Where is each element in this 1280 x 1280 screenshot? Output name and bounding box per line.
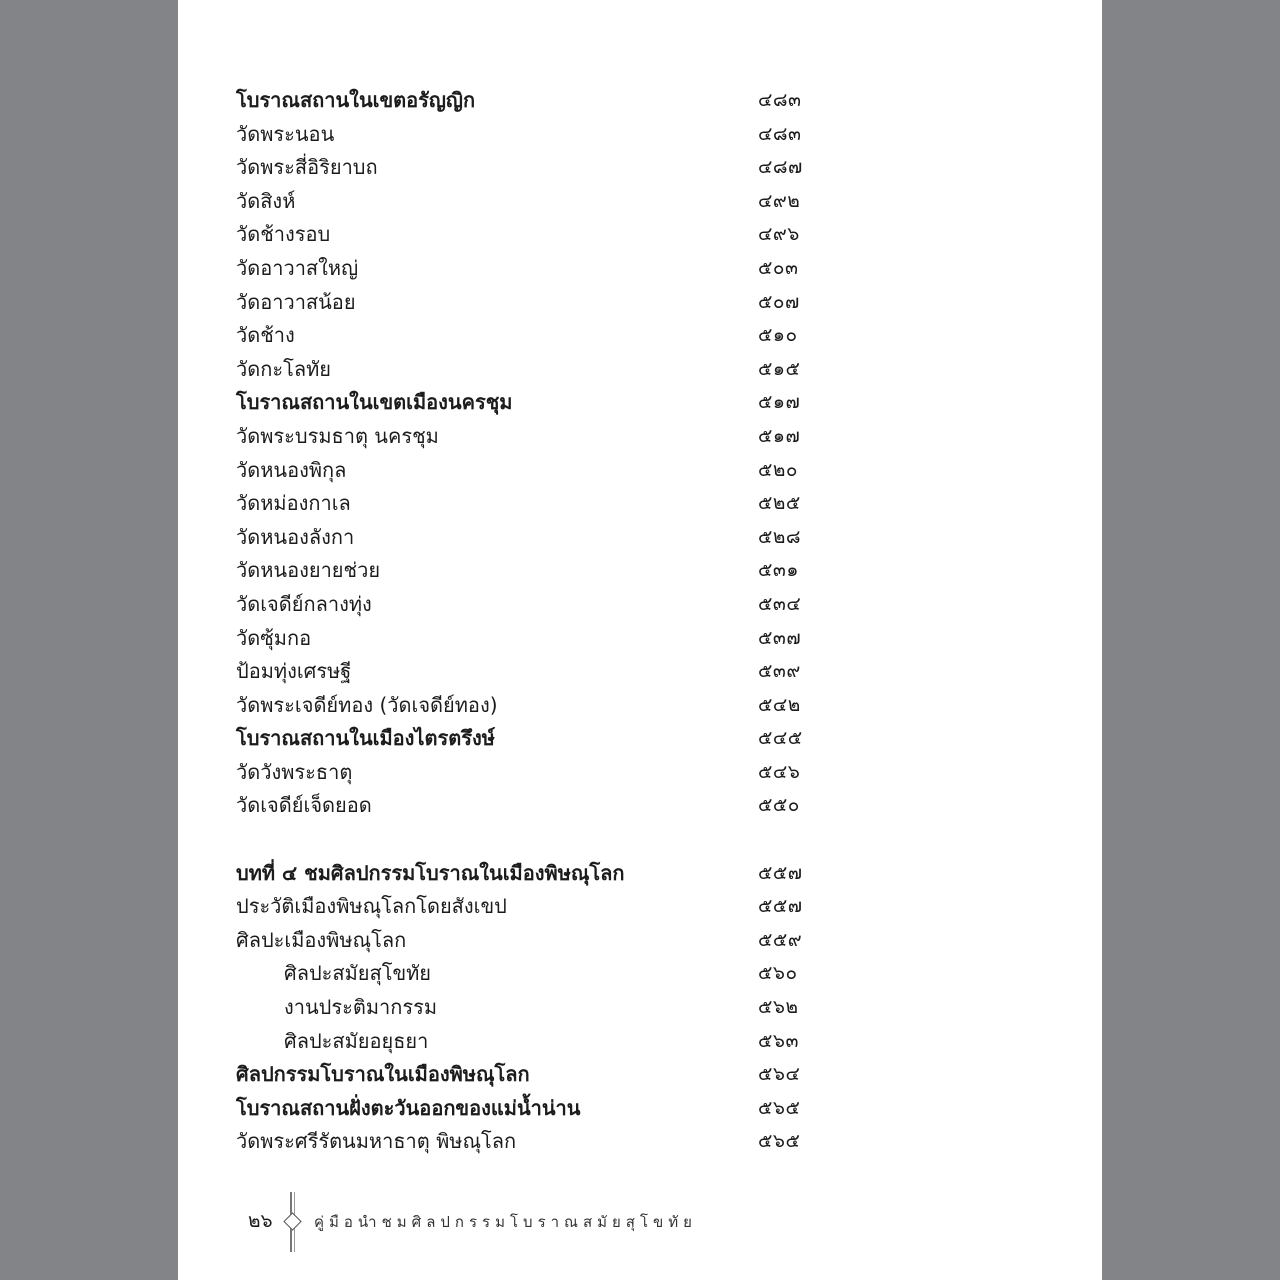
toc-entry-page: ๕๑๗ — [758, 391, 801, 414]
toc-entry — [236, 554, 816, 588]
toc-entry-page: ๔๘๓ — [758, 89, 802, 111]
toc-entry-page: ๕๔๖ — [758, 760, 801, 783]
toc-entry — [236, 689, 816, 723]
toc-entry — [236, 521, 816, 555]
toc-entry-title: วัดพระบรมธาตุ นครชุม — [236, 423, 439, 448]
toc-entry-page: ๕๓๑ — [758, 559, 799, 582]
toc-entry-page: ๕๕๐ — [758, 794, 800, 817]
page-footer — [248, 1192, 848, 1252]
toc-entry — [236, 420, 816, 454]
toc-entry-page: ๔๙๖ — [758, 223, 800, 246]
toc-entry — [236, 957, 816, 991]
toc-entry-title: วัดสิงห์ — [236, 188, 296, 213]
running-head: คู่มือนำชมศิลปกรรมโบราณสมัยสุโขทัย — [314, 1213, 697, 1231]
toc-entry-title: โบราณสถานในเขตอรัญญิก — [236, 88, 476, 112]
toc-entry-title: บทที่ ๔ ชมศิลปกรรมโบราณในเมืองพิษณุโลก — [236, 860, 625, 885]
toc-entry-page: ๔๘๗ — [758, 156, 803, 179]
toc-entry-page: ๕๑๕ — [758, 357, 801, 380]
toc-entry-title: ศิลปะสมัยอยุธยา — [284, 1028, 429, 1053]
toc-entry — [236, 1125, 816, 1159]
toc-entry — [236, 857, 816, 891]
toc-entry — [236, 1058, 816, 1092]
toc-entry-title: วัดช้างรอบ — [236, 222, 331, 247]
toc-entry-title: โบราณสถานฝั่งตะวันออกของแม่น้ำน่าน — [236, 1095, 581, 1120]
toc-entry — [236, 319, 816, 353]
toc-entry-title: วัดพระนอน — [236, 121, 335, 146]
toc-entry-title: วัดหนองพิกุล — [236, 457, 347, 482]
toc-entry-title: งานประติมากรรม — [284, 995, 438, 1020]
toc-entry-title: ป้อมทุ่งเศรษฐี — [236, 659, 352, 684]
toc-entry-page: ๕๑๐ — [758, 324, 798, 347]
toc-entry-title: วัดกะโลทัย — [236, 356, 331, 381]
toc-entry-page: ๕๖๕ — [758, 1096, 801, 1119]
toc-entry-page: ๕๐๓ — [758, 256, 799, 279]
toc-entry-title: วัดพระเจดีย์ทอง (วัดเจดีย์ทอง) — [236, 692, 498, 717]
toc-entry — [236, 1092, 816, 1126]
toc-entry — [236, 924, 816, 958]
toc-entry-title: วัดหม่องกาเล — [236, 491, 351, 516]
toc-entry — [236, 84, 816, 118]
toc-entry-title: โบราณสถานในเขตเมืองนครชุม — [236, 390, 513, 415]
toc-entry-title: ประวัติเมืองพิษณุโลกโดยสังเขป — [236, 894, 507, 919]
toc-entry-title: โบราณสถานในเมืองไตรตรึงษ์ — [236, 726, 495, 751]
toc-entry-page: ๕๖๕ — [758, 1130, 801, 1153]
toc-entry-title: วัดอาวาสน้อย — [236, 289, 356, 314]
toc-entry — [236, 386, 816, 420]
toc-entry — [236, 655, 816, 689]
toc-entry — [236, 756, 816, 790]
toc-entry-page: ๔๘๓ — [758, 122, 802, 145]
toc-entry-page: ๔๙๒ — [758, 189, 801, 212]
toc-entry-title: วัดเจดีย์เจ็ดยอด — [236, 793, 372, 818]
toc-entry-title: วัดวังพระธาตุ — [236, 759, 353, 784]
toc-entry-title: วัดหนองยายช่วย — [236, 558, 381, 583]
page-number: ๒๖ — [248, 1210, 273, 1232]
toc-entry — [236, 890, 816, 924]
toc-entry-page: ๕๑๗ — [758, 424, 801, 447]
toc-entry-title: วัดพระสี่อิริยาบถ — [236, 155, 378, 180]
toc-entry-title: วัดอาวาสใหญ่ — [236, 255, 359, 280]
toc-entry-page: ๕๖๐ — [758, 962, 798, 985]
toc-entry — [236, 118, 816, 152]
toc-entry — [236, 286, 816, 320]
toc-entry-page: ๕๐๗ — [758, 290, 800, 313]
toc-entry — [236, 185, 816, 219]
toc-entry-page: ๕๖๔ — [758, 1063, 801, 1086]
table-of-contents — [236, 84, 816, 1159]
toc-entry-page: ๕๓๔ — [758, 592, 802, 615]
toc-entry — [236, 218, 816, 252]
toc-entry-page: ๕๓๙ — [758, 660, 801, 683]
toc-entry — [236, 151, 816, 185]
toc-entry — [236, 991, 816, 1025]
toc-entry — [236, 353, 816, 387]
diamond-ornament-icon — [283, 1212, 301, 1230]
toc-entry-page: ๕๔๕ — [758, 727, 803, 750]
toc-entry-page: ๕๒๐ — [758, 458, 799, 481]
toc-entry-title: วัดพระศรีรัตนมหาธาตุ พิษณุโลก — [236, 1129, 517, 1154]
toc-entry-page: ๕๒๘ — [758, 525, 802, 548]
toc-entry — [236, 722, 816, 756]
toc-entry-title: ศิลปะสมัยสุโขทัย — [284, 961, 432, 986]
toc-entry — [236, 252, 816, 286]
toc-entry-page: ๕๖๓ — [758, 1029, 799, 1052]
toc-entry-title: วัดเจดีย์กลางทุ่ง — [236, 591, 372, 616]
toc-entry-title: ศิลปกรรมโบราณในเมืองพิษณุโลก — [236, 1062, 530, 1087]
toc-entry-page: ๕๖๒ — [758, 996, 799, 1019]
toc-entry-title: วัดช้าง — [236, 323, 295, 348]
toc-entry — [236, 789, 816, 823]
toc-entry-page: ๕๓๗ — [758, 626, 802, 649]
toc-entry-title: วัดซุ้มกอ — [236, 625, 312, 650]
toc-entry-page: ๕๕๗ — [758, 895, 803, 918]
toc-entry — [236, 454, 816, 488]
toc-entry-title: วัดหนองลังกา — [236, 524, 355, 549]
toc-entry — [236, 1025, 816, 1059]
toc-entry-title: ศิลปะเมืองพิษณุโลก — [236, 927, 407, 952]
toc-entry-page: ๕๕๗ — [758, 861, 803, 884]
toc-entry — [236, 588, 816, 622]
toc-entry-page: ๕๔๒ — [758, 693, 801, 716]
toc-entry-page: ๕๒๕ — [758, 492, 801, 515]
toc-entry — [236, 487, 816, 521]
toc-entry-page: ๕๕๙ — [758, 928, 803, 951]
toc-entry — [236, 622, 816, 656]
